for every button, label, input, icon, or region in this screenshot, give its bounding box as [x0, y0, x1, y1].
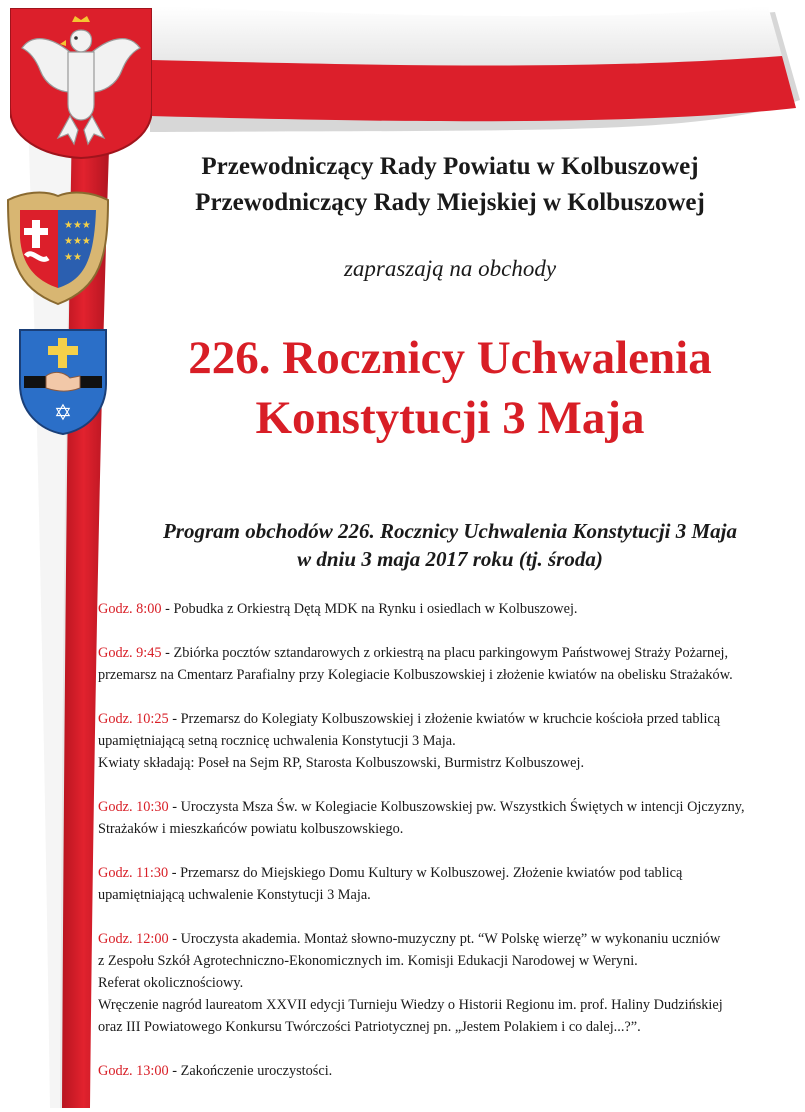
svg-text:★★★: ★★★ [64, 236, 91, 247]
event-text: - Uroczysta Msza Św. w Kolegiacie Kolbuszowskiej pw. Wszystkich Świętych w intencji Ojczyzny, [172, 799, 745, 815]
svg-text:✡: ✡ [53, 401, 73, 426]
event-item [98, 862, 778, 906]
event-text: upamiętniającą uchwalenie Konstytucji 3 Maja. [98, 887, 371, 903]
event-text: - Zakończenie uroczystości. [172, 1063, 333, 1079]
polish-eagle-icon [10, 8, 152, 160]
event-time: Godz. 10:25 [98, 711, 169, 727]
event-text: oraz III Powiatowego Konkursu Twórczości Patriotycznej pn. „Jestem Polakiem i co dalej...?”. [98, 1019, 641, 1035]
event-time: Godz. 9:45 [98, 645, 162, 661]
event-text: z Zespołu Szkół Agrotechniczno-Ekonomicznych im. Komisji Edukacji Narodowej w Weryni. [98, 953, 638, 969]
event-item [98, 928, 778, 1038]
main-title-line-2: Konstytucji 3 Maja [255, 392, 645, 444]
event-time: Godz. 11:30 [98, 865, 169, 881]
event-text: upamiętniającą setną rocznicę uchwalenia Konstytucji 3 Maja. [98, 733, 456, 749]
event-time: Godz. 10:30 [98, 799, 169, 815]
event-text: Referat okolicznościowy. [98, 975, 244, 991]
event-item [98, 708, 778, 774]
organizer-line-1: Przewodniczący Rady Powiatu w Kolbuszowej [201, 153, 699, 180]
event-text: Strażaków i mieszkańców powiatu kolbuszowskiego. [98, 821, 404, 837]
event-item [98, 1060, 778, 1082]
organizer-line-2: Przewodniczący Rady Miejskiej w Kolbuszowej [195, 189, 705, 216]
event-text: przemarsz na Cmentarz Parafialny przy Kolegiacie Kolbuszowskiej i złożenie kwiatów na obelisku Strażaków. [98, 667, 733, 683]
event-text: - Przemarsz do Kolegiaty Kolbuszowskiej i złożenie kwiatów w kruchcie kościoła przed tablicą [172, 711, 721, 727]
program-date: w dniu 3 maja 2017 roku (tj. środa) [297, 547, 603, 571]
event-time: Godz. 13:00 [98, 1063, 169, 1079]
handshake-crest-icon [18, 328, 108, 436]
invitation-text: zapraszają na obchody [343, 256, 557, 281]
event-text: - Zbiórka pocztów sztandarowych z orkiestrą na placu parkingowym Państwowej Straży Pożarnej, [165, 645, 729, 661]
main-title-line-1: 226. Rocznicy Uchwalenia [188, 332, 712, 384]
event-time: Godz. 8:00 [98, 601, 162, 617]
event-item [98, 796, 778, 840]
program-title: Program obchodów 226. Rocznicy Uchwalenia Konstytucji 3 Maja [162, 519, 738, 543]
event-item [98, 642, 778, 686]
event-text: Wręczenie nagród laureatom XXVII edycji Turnieju Wiedzy o Historii Regionu im. prof. Haliny Dudzińskiej [98, 997, 723, 1013]
event-text: Kwiaty składają: Poseł na Sejm RP, Starosta Kolbuszowski, Burmistrz Kolbuszowej. [98, 755, 585, 771]
svg-text:★★★: ★★★ [64, 220, 91, 231]
event-item [98, 598, 778, 620]
event-text: - Pobudka z Orkiestrą Dętą MDK na Rynku i osiedlach w Kolbuszowej. [165, 601, 578, 617]
event-schedule [98, 598, 778, 1104]
town-crest-icon [4, 188, 112, 306]
event-text: - Przemarsz do Miejskiego Domu Kultury w Kolbuszowej. Złożenie kwiatów pod tablicą [171, 865, 683, 881]
event-text: - Uroczysta akademia. Montaż słowno-muzyczny pt. “W Polskę wierzę” w wykonaniu uczniów [172, 931, 721, 947]
svg-text:★★: ★★ [64, 252, 82, 263]
event-time: Godz. 12:00 [98, 931, 169, 947]
